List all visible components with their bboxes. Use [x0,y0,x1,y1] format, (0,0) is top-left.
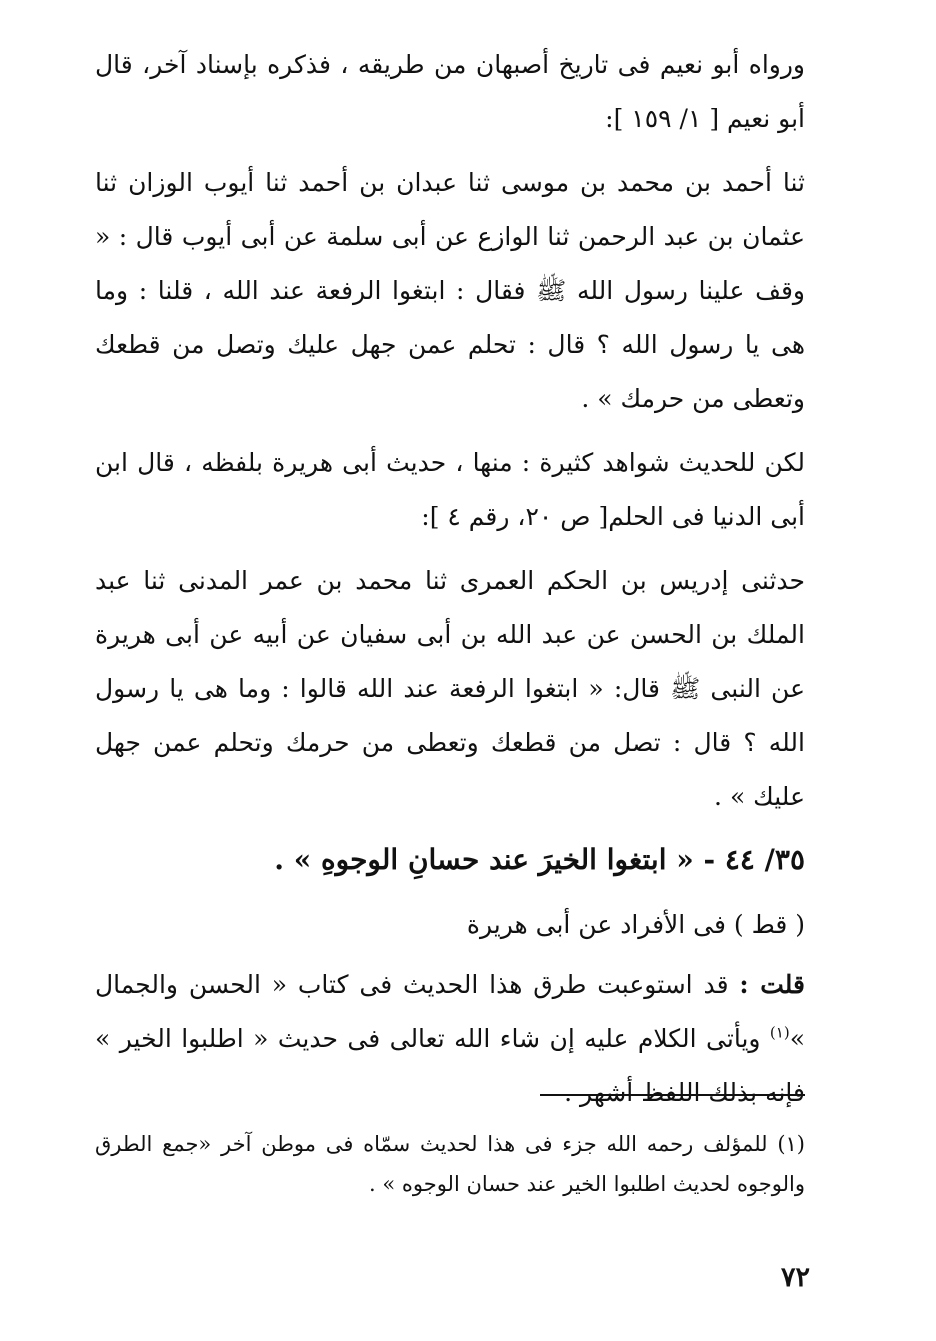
comment-lead: قلت : [739,970,805,999]
comment-text-1: قد استوعبت طرق هذا الحديث فى كتاب « الحسن والجمال » [95,970,805,1053]
footnote-divider [540,1094,805,1096]
comment-text-2: ويأتى الكلام عليه إن شاء الله تعالى فى حديث « اطلبوا الخير » فإنه بذلك اللفظ أشهر . [95,1024,805,1107]
footnote-marker: (١) [769,1023,790,1042]
footnote: (١) للمؤلف رحمه الله جزء فى هذا لحديث سمّاه فى موطن آخر «جمع الطرق والوجوه لحديث اطلبوا الخير عند حسان الوجوه » . [95,1132,805,1196]
page-number: ٧٢ [780,1262,810,1293]
paragraph-abu-nuaym-intro: ورواه أبو نعيم فى تاريخ أصبهان من طريقه ، فذكره بإسناد آخر، قال أبو نعيم [ ١/ ١٥٩ ]: [95,50,805,133]
paragraph-isnad-abu-ayyub: ثنا أحمد بن محمد بن موسى ثنا عبدان بن أحمد ثنا أيوب الوزان ثنا عثمان بن عبد الرحمن ثنا الوازع عن أبى سلمة عن أبى أيوب قال : « وقف علينا رسول الله ﷺ فقال : ابتغوا الرفعة عند الله ، قلنا : وما هى يا رسول الله ؟ قال : تحلم عمن جهل عليك وتصل من قطعك وتعطى من حرمك » . [95,168,805,413]
hadith-source: ( قط ) فى الأفراد عن أبى هريرة [466,910,805,939]
paragraph-shawahid: لكن للحديث شواهد كثيرة : منها ، حديث أبى هريرة بلفظه ، قال ابن أبى الدنيا فى الحلم[ ص ٢٠، رقم ٤ ]: [95,448,805,531]
hadith-heading: ٣٥/ ٤٤ - « ابتغوا الخيرَ عند حسانِ الوجوهِ » . [274,843,805,876]
paragraph-isnad-abu-hurayra: حدثنى إدريس بن الحكم العمرى ثنا محمد بن عمر المدنى ثنا عبد الملك بن الحسن عن عبد الله بن أبى سفيان عن أبيه عن أبى هريرة عن النبى ﷺ قال: « ابتغوا الرفعة عند الله قالوا : وما هى يا رسول الله ؟ قال : تصل من قطعك وتعطى من حرمك وتحلم عمن جهل عليك » . [95,566,805,811]
main-text [95,38,805,1130]
